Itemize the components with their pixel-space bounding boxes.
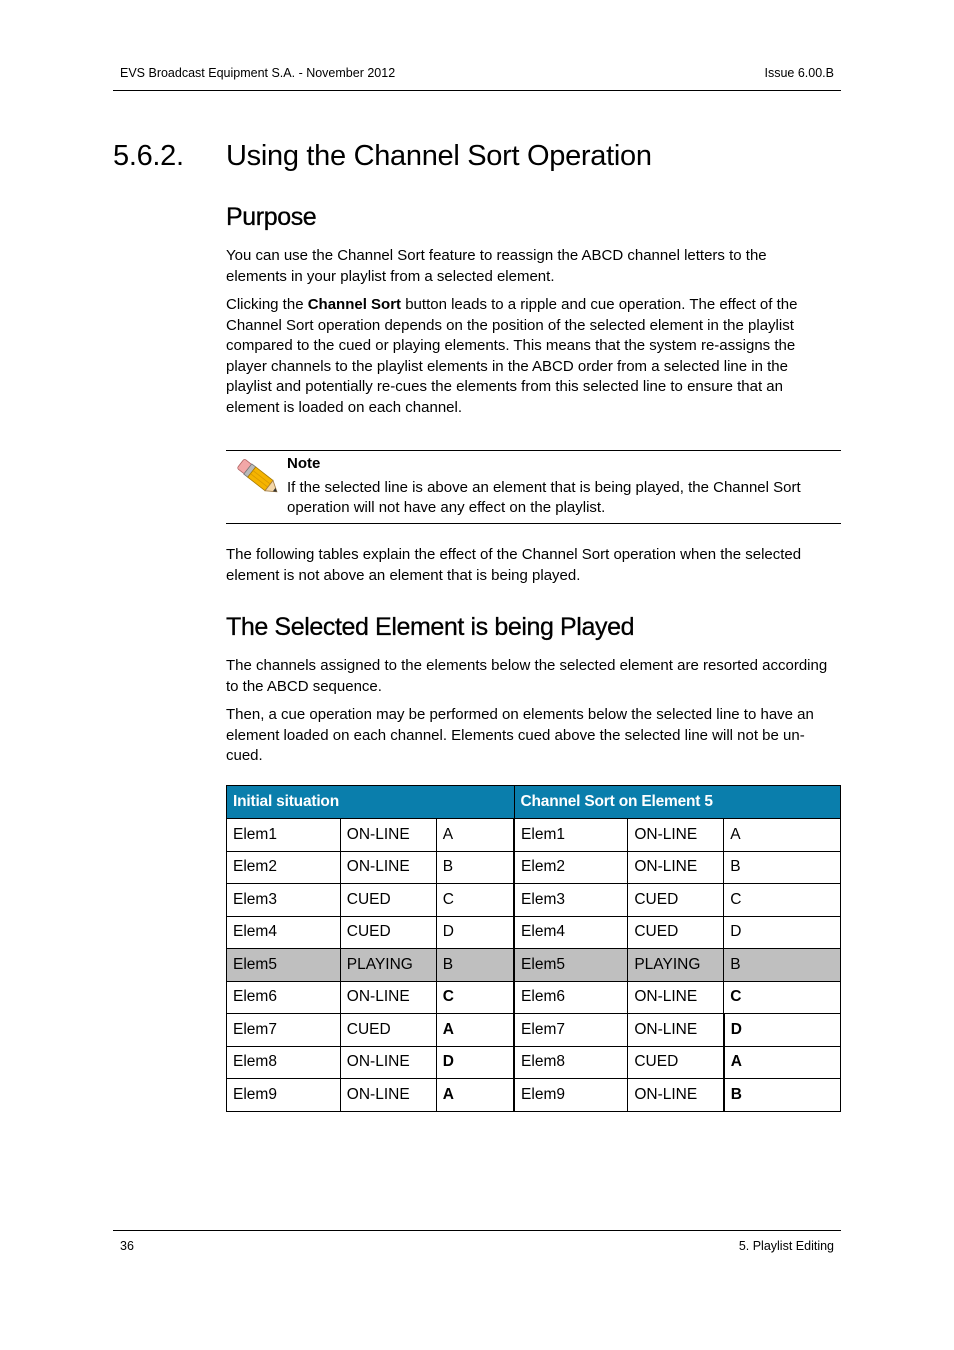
table-cell: Elem8	[227, 1046, 341, 1079]
header-channel-sort: Channel Sort on Element 5	[514, 786, 840, 819]
table-cell: Elem5	[514, 949, 628, 982]
table-header-row	[227, 786, 841, 819]
note-title: Note	[287, 455, 321, 472]
channel-sort-table	[226, 785, 841, 1112]
pencil-icon	[232, 453, 284, 501]
table-cell: ON-LINE	[340, 1046, 436, 1079]
selected-played-paragraph-1: The channels assigned to the elements below the selected element are resorted according to the ABCD sequence.	[226, 657, 828, 695]
table-cell: ON-LINE	[628, 981, 724, 1014]
table-cell: CUED	[628, 884, 724, 917]
section-number: 5.6.2.	[113, 140, 184, 172]
table-cell: ON-LINE	[628, 1079, 724, 1112]
note-text: If the selected line is above an element that is being played, the Channel Sort operation will not have any effect on the playlist.	[287, 479, 801, 516]
table-cell: PLAYING	[628, 949, 724, 982]
table-cell: CUED	[340, 884, 436, 917]
table-cell: Elem3	[514, 884, 628, 917]
page-number: 36	[120, 1239, 134, 1253]
table-cell: Elem9	[227, 1079, 341, 1112]
table-cell: B	[724, 851, 841, 884]
table-cell: ON-LINE	[340, 851, 436, 884]
table-row	[227, 1014, 841, 1047]
table-cell: Elem9	[514, 1079, 628, 1112]
table-row	[227, 819, 841, 852]
purpose-paragraph-2-prefix: Clicking the	[226, 296, 308, 313]
table-cell: A	[436, 1079, 514, 1112]
table-cell: C	[436, 884, 514, 917]
table-cell: Elem7	[227, 1014, 341, 1047]
header-initial-situation: Initial situation	[227, 786, 515, 819]
table-cell: CUED	[628, 916, 724, 949]
table-row	[227, 884, 841, 917]
page-header	[113, 64, 841, 91]
purpose-paragraph-2-suffix: button leads to a ripple and cue operation. The effect of the Channel Sort operation depends on the position of the selected element in the playlist compared to the cued or playing elements. This means that the system re-assigns the player channels to the playlist elements in the ABCD order from a selected line in the playlist and potentially re-cues the elements from this selected line to ensure that an element is loaded on each channel.	[226, 296, 798, 416]
table-cell: Elem4	[514, 916, 628, 949]
table-row	[227, 1046, 841, 1079]
section-title-text: Using the Channel Sort Operation	[226, 140, 652, 172]
table-cell: PLAYING	[340, 949, 436, 982]
table-cell: Elem3	[227, 884, 341, 917]
table-cell: D	[436, 916, 514, 949]
purpose-paragraph-2	[226, 295, 828, 418]
table-cell: Elem2	[227, 851, 341, 884]
table-cell: C	[724, 981, 841, 1014]
table-cell: A	[436, 1014, 514, 1047]
table-cell: C	[436, 981, 514, 1014]
table-body	[227, 819, 841, 1112]
table-cell: Elem7	[514, 1014, 628, 1047]
table-cell: CUED	[340, 1014, 436, 1047]
table-row	[227, 949, 841, 982]
table-cell: D	[724, 916, 841, 949]
header-publisher: EVS Broadcast Equipment S.A. - November 2012	[120, 66, 396, 80]
table-cell: B	[436, 949, 514, 982]
table-cell: Elem6	[514, 981, 628, 1014]
table-cell: Elem5	[227, 949, 341, 982]
purpose-paragraph-1: You can use the Channel Sort feature to reassign the ABCD channel letters to the elements in your playlist from a selected element.	[226, 247, 767, 285]
table-cell: A	[724, 819, 841, 852]
footer-chapter: 5. Playlist Editing	[738, 1239, 834, 1253]
header-issue: Issue 6.00.B	[764, 66, 834, 80]
selected-played-section	[226, 613, 828, 775]
table-cell: CUED	[340, 916, 436, 949]
table-cell: B	[436, 851, 514, 884]
table-cell: B	[724, 949, 841, 982]
table-cell: D	[724, 1014, 841, 1047]
table-cell: Elem1	[227, 819, 341, 852]
table-row	[227, 981, 841, 1014]
channel-sort-term: Channel Sort	[307, 296, 402, 313]
table-row	[227, 851, 841, 884]
table-cell: ON-LINE	[340, 819, 436, 852]
note-box	[226, 450, 841, 524]
table-cell: Elem2	[514, 851, 628, 884]
table-cell: ON-LINE	[340, 981, 436, 1014]
table-cell: A	[724, 1046, 841, 1079]
purpose-section	[226, 203, 828, 426]
purpose-heading: Purpose	[226, 203, 317, 231]
table-cell: D	[436, 1046, 514, 1079]
table-row	[227, 916, 841, 949]
table-cell: ON-LINE	[628, 851, 724, 884]
table-cell: ON-LINE	[628, 1014, 724, 1047]
table-cell: Elem8	[514, 1046, 628, 1079]
table-cell: ON-LINE	[628, 819, 724, 852]
table-cell: CUED	[628, 1046, 724, 1079]
table-cell: C	[724, 884, 841, 917]
table-cell: A	[436, 819, 514, 852]
table-cell: B	[724, 1079, 841, 1112]
page-footer	[113, 1230, 841, 1257]
table-cell: Elem1	[514, 819, 628, 852]
section-title	[113, 140, 652, 173]
explanation-paragraph: The following tables explain the effect of the Channel Sort operation when the selected element is not above an element that is being played.	[226, 546, 802, 584]
selected-played-heading: The Selected Element is being Played	[226, 613, 635, 641]
table-row	[227, 1079, 841, 1112]
selected-played-paragraph-2: Then, a cue operation may be performed on elements below the selected line to have an element loaded on each channel. Elements cued above the selected line will not be un-cued.	[226, 706, 814, 764]
explanation-section	[226, 545, 828, 594]
table-cell: ON-LINE	[340, 1079, 436, 1112]
table-cell: Elem6	[227, 981, 341, 1014]
table-cell: Elem4	[227, 916, 341, 949]
